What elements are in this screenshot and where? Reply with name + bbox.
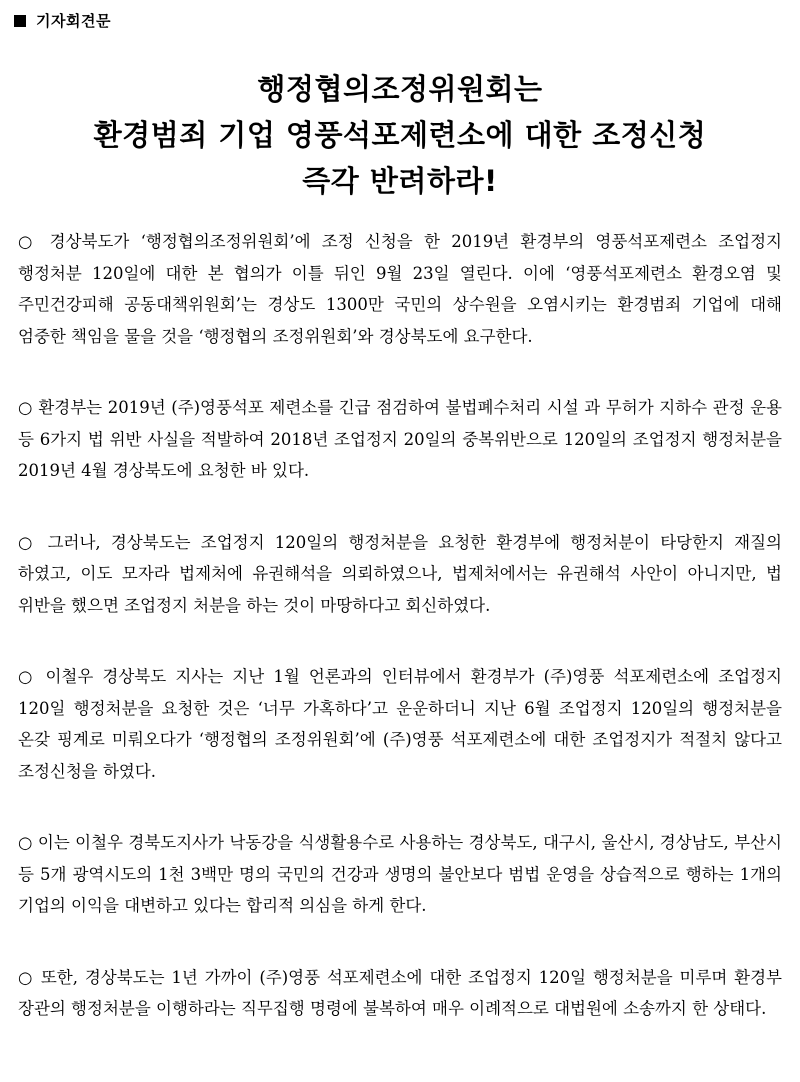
- paragraph: ○ 이철우 경상북도 지사는 지난 1월 언론과의 인터뷰에서 환경부가 (주)영풍 석포제련소에 조업정지 120일 행정처분을 요청한 것은 ‘너무 가혹하다’고 운운하더니 지난 6월 조업정지 120일의 행정처분을 온갖 핑계로 미뤄오다가 ‘행정협의 조정위원회’에 (주)영풍 석포제련소에 대한 조업정지가 적절치 않다고 조정신청을 하였다.: [18, 667, 782, 781]
- title-line-3: 즉각 반려하라!: [302, 164, 498, 198]
- section-header: [14, 10, 111, 31]
- paragraph: ○ 환경부는 2019년 (주)영풍석포 제련소를 긴급 점검하여 불법폐수처리 시설 과 무허가 지하수 관정 운용 등 6가지 법 위반 사실을 적발하여 2018년 조업정지 20일의 중복위반으로 120일의 조업정지 행정처분을 2019년 4월 경상북도에 요청한 바 있다.: [18, 398, 782, 480]
- paragraph: ○ 그러나, 경상북도는 조업정지 120일의 행정처분을 요청한 환경부에 행정처분이 타당한지 재질의 하였고, 이도 모자라 법제처에 유권해석을 의뢰하였으나, 법제처에서는 유권해석 사안이 아니지만, 법 위반을 했으면 조업정지 처분을 하는 것이 마땅하다고 회신하였다.: [18, 532, 782, 615]
- paragraph: ○ 또한, 경상북도는 1년 가까이 (주)영풍 석포제련소에 대한 조업정지 120일 행정처분을 미루며 환경부 장관의 행정처분을 이행하라는 직무집행 명령에 불복하여 매우 이례적으로 대법원에 소송까지 한 상태다.: [18, 967, 782, 1018]
- square-bullet-icon: [14, 15, 26, 27]
- paragraph: ○ 이는 이철우 경북도지사가 낙동강을 식생활용수로 사용하는 경상북도, 대구시, 울산시, 경상남도, 부산시 등 5개 광역시도의 1천 3백만 명의 국민의 건강과 생명의 불안보다 범법 운영을 상습적으로 행하는 1개의 기업의 이익을 대변하고 있다는 합리적 의심을 하게 한다.: [18, 833, 782, 915]
- document-title: [0, 66, 800, 204]
- section-tag-label: 기자회견문: [36, 12, 111, 30]
- document-body: [18, 226, 782, 1065]
- title-line-1: 행정협의조정위원회는: [257, 72, 543, 106]
- title-line-2: 환경범죄 기업 영풍석포제련소에 대한 조정신청: [93, 118, 707, 152]
- paragraph: ○ 경상북도가 ‘행정협의조정위원회’에 조정 신청을 한 2019년 환경부의 영풍석포제련소 조업정지 행정처분 120일에 대한 본 협의가 이틀 뒤인 9월 23일 열린다. 이에 ‘영풍석포제련소 환경오염 및 주민건강피해 공동대책위원회’는 경상도 1300만 국민의 상수원을 오염시키는 환경범죄 기업에 대해 엄중한 책임을 물을 것을 ‘행정협의 조정위원회’와 경상북도에 요구한다.: [18, 232, 782, 346]
